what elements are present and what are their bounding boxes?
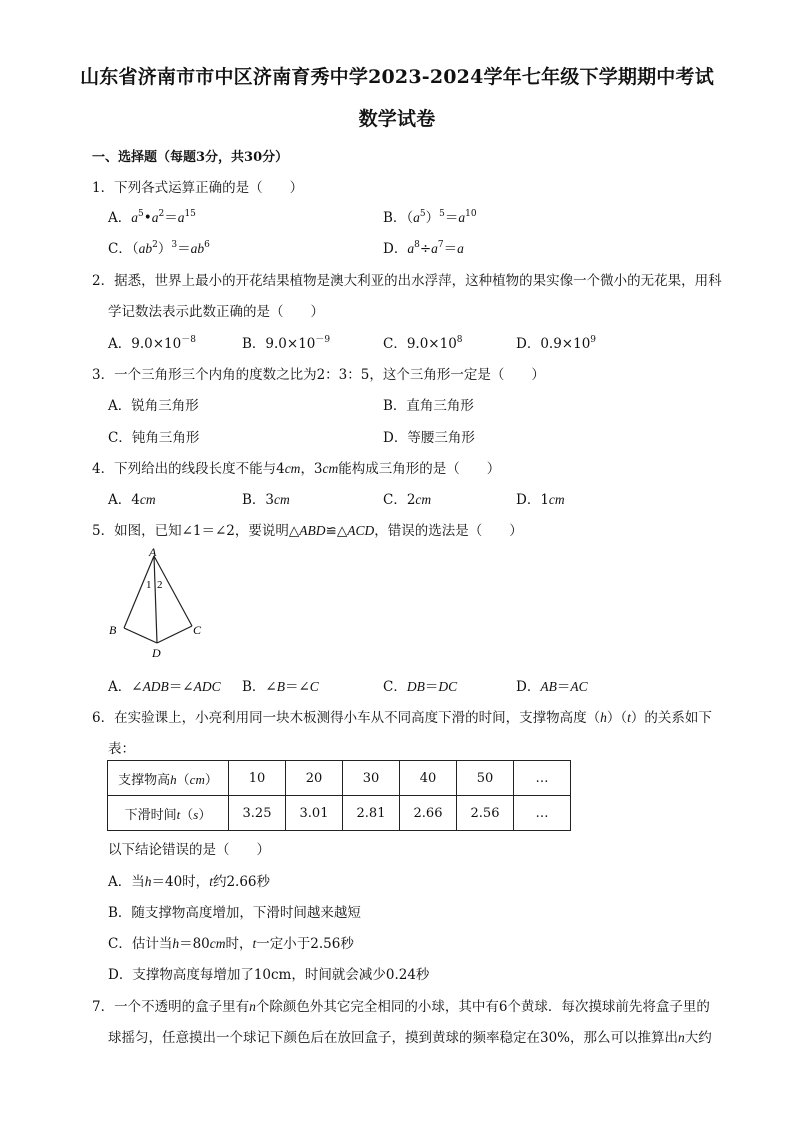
q6-option-a: A．当h＝40时，t约2.66秒 — [108, 874, 271, 890]
table-cell: 10 — [229, 761, 286, 796]
q5-option-a: A．∠ADB＝∠ADC — [108, 679, 221, 695]
question-2-stem-line1: 2．据悉，世界上最小的开花结果植物是澳大利亚的出水浮萍，这种植物的果实像一个微小的无花果，用科 — [92, 273, 722, 289]
q2-option-a: A．$9.0\times 10^{-8}$ — [108, 335, 196, 352]
q4-option-c: C．2cm — [383, 492, 432, 508]
angle-label-1: 1 — [146, 579, 152, 591]
q3-option-c: C．钝角三角形 — [108, 430, 200, 446]
question-6-stem-line2: 表： — [108, 741, 135, 757]
question-1-stem: 1．下列各式运算正确的是（ ） — [92, 180, 304, 196]
q2-option-d: D．$0.9\times 10^9$ — [516, 335, 597, 352]
q1-option-c: C．$(ab^2)^3=ab^6$ — [108, 240, 210, 257]
page-title: 山东省济南市市中区济南育秀中学2023-2024学年七年级下学期期中考试 — [80, 66, 714, 88]
triangle-figure — [104, 546, 214, 666]
q3-option-d: D．等腰三角形 — [383, 430, 475, 446]
table-cell: 30 — [343, 761, 400, 796]
table-row — [108, 761, 571, 796]
vertex-label-b: B — [109, 623, 117, 637]
table-cell: 3.25 — [229, 796, 286, 831]
table-row — [108, 796, 571, 831]
page-subtitle: 数学试卷 — [358, 108, 436, 130]
table-cell: 2.56 — [457, 796, 514, 831]
table-cell: 2.81 — [343, 796, 400, 831]
q5-option-b: B．∠B＝∠C — [242, 679, 319, 695]
section-heading: 一、选择题（每题3分，共30分） — [92, 150, 289, 165]
vertex-label-a: A — [149, 546, 157, 559]
question-2-stem-line2: 学记数法表示此数正确的是（ ） — [108, 304, 324, 320]
table-cell: 20 — [286, 761, 343, 796]
segment-ab — [124, 556, 154, 628]
table-cell: 2.66 — [400, 796, 457, 831]
question-3-stem: 3．一个三角形三个内角的度数之比为2：3：5，这个三角形一定是（ ） — [92, 367, 545, 383]
table-cell: … — [514, 761, 571, 796]
q1-option-d: D．$a^8\div a^7=a$ — [383, 240, 464, 257]
table-cell: 50 — [457, 761, 514, 796]
angle-label-2: 2 — [157, 579, 163, 591]
segment-ac — [154, 556, 192, 626]
table-cell: 40 — [400, 761, 457, 796]
q4-option-d: D．1cm — [516, 492, 565, 508]
vertex-label-c: C — [193, 623, 202, 637]
q5-option-d: D．AB＝AC — [516, 679, 588, 695]
question-6-ask: 以下结论错误的是（ ） — [108, 842, 270, 858]
q3-option-b: B．直角三角形 — [383, 398, 474, 414]
segment-cd — [157, 626, 192, 643]
question-4-stem: 4．下列给出的线段长度不能与4cm，3cm能构成三角形的是（ ） — [92, 461, 501, 477]
q6-option-b: B．随支撑物高度增加，下滑时间越来越短 — [108, 905, 361, 921]
q6-option-d: D．支撑物高度每增加了10cm，时间就会减少0.24秒 — [108, 967, 430, 983]
q4-option-a: A．4cm — [108, 492, 156, 508]
q3-option-a: A．锐角三角形 — [108, 398, 199, 414]
q2-option-c: C．$9.0\times 10^8$ — [383, 335, 463, 352]
question-6-stem-line1: 6．在实验课上，小亮利用同一块木板测得小车从不同高度下滑的时间，支撑物高度（h）（t）的关系如下 — [92, 710, 712, 726]
table-cell: 3.01 — [286, 796, 343, 831]
data-table — [107, 760, 571, 831]
q1-option-b: B．$(a^5)^5=a^{10}$ — [383, 209, 477, 226]
segment-ad — [154, 556, 157, 643]
segment-bd — [124, 628, 157, 643]
question-7-stem-line2: 球摇匀，任意摸出一个球记下颜色后在放回盒子，摸到黄球的频率稳定在30%，那么可以推算出n大约 — [108, 1030, 712, 1046]
table-row-header: 下滑时间t（s） — [108, 796, 229, 831]
q5-option-c: C．DB＝DC — [383, 679, 458, 695]
vertex-label-d: D — [152, 646, 161, 660]
q1-option-a: A．$a^5•a^2=a^{15}$ — [108, 209, 196, 226]
question-7-stem-line1: 7．一个不透明的盒子里有n个除颜色外其它完全相同的小球，其中有6个黄球．每次摸球前先将盒子里的 — [92, 999, 710, 1015]
q4-option-b: B．3cm — [242, 492, 290, 508]
table-cell: … — [514, 796, 571, 831]
q6-option-c: C．估计当h＝80cm时，t一定小于2.56秒 — [108, 936, 354, 952]
question-5-stem: 5．如图，已知∠1＝∠2，要说明△ABD≌△ACD，错误的选法是（ ） — [92, 523, 523, 539]
q2-option-b: B．$9.0\times 10^{-9}$ — [242, 335, 331, 352]
table-row-header: 支撑物高h（cm） — [108, 761, 229, 796]
